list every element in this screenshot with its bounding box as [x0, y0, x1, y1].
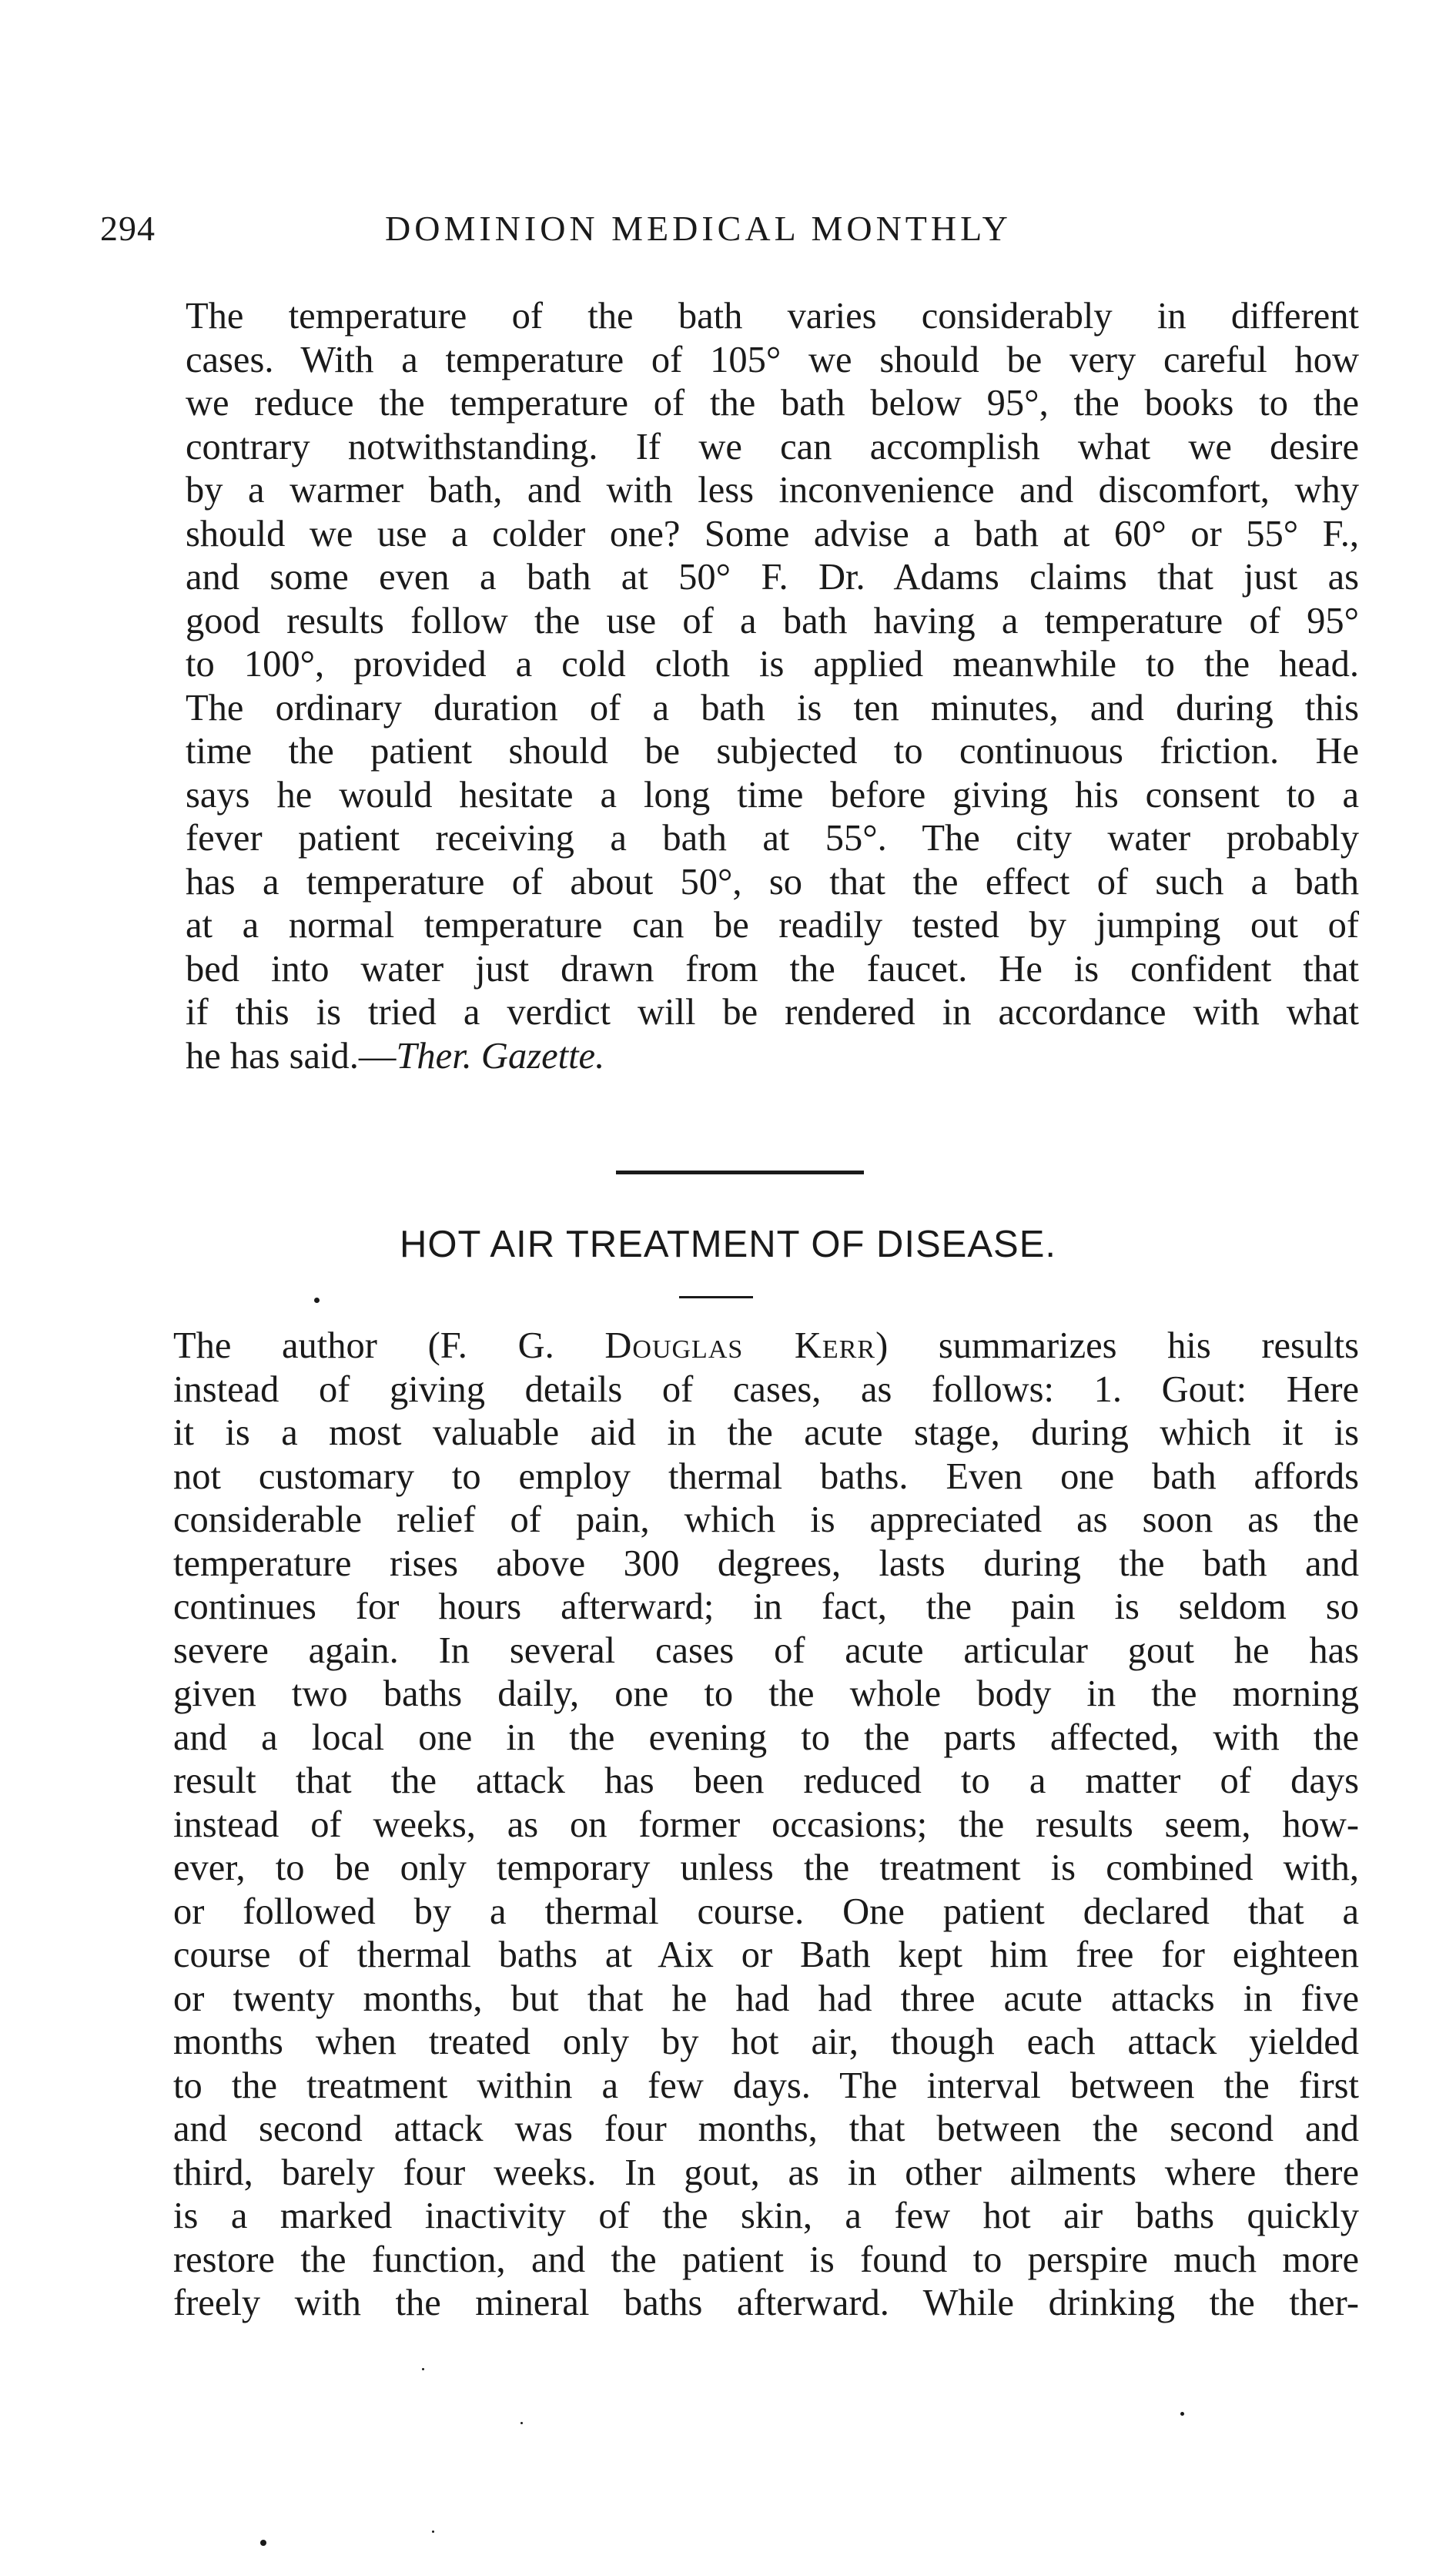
text-line: and second attack was four months, that between the second and: [173, 2108, 1359, 2149]
text-line: and a local one in the evening to the parts affected, with the: [173, 1717, 1359, 1758]
text-line: instead of weeks, as on former occasions; the results seem, how-: [173, 1804, 1359, 1845]
text-line: contrary notwithstanding. If we can accomplish what we desire: [186, 426, 1359, 467]
text-line: or followed by a thermal course. One patient declared that a: [173, 1891, 1359, 1932]
text-line: temperature rises above 300 degrees, lasts during the bath and: [173, 1542, 1359, 1584]
running-head: [100, 208, 1363, 262]
text-line: The ordinary duration of a bath is ten minutes, and during this: [186, 687, 1359, 728]
author-name: Douglas Kerr: [604, 1325, 876, 1366]
text-line: bed into water just drawn from the faucet. He is confident that: [186, 948, 1359, 990]
text-line-lead: The author (F. G.: [173, 1325, 605, 1366]
print-speck: [1180, 2412, 1184, 2416]
text-line: time the patient should be subjected to continuous friction. He: [186, 731, 1359, 772]
text-line: and some even a bath at 50° F. Dr. Adams claims that just as: [186, 557, 1359, 598]
text-line: ever, to be only temporary unless the treatment is combined with,: [173, 1847, 1359, 1888]
print-speck: [260, 2540, 266, 2546]
page-number: 294: [100, 209, 156, 248]
text-line: continues for hours afterward; in fact, the pain is seldom so: [173, 1586, 1359, 1627]
text-line: restore the function, and the patient is found to perspire much more: [173, 2239, 1359, 2280]
section-heading: HOT AIR TREATMENT OF DISEASE.: [399, 1224, 1057, 1265]
text-line: severe again. In several cases of acute articular gout he has: [173, 1629, 1359, 1671]
text-line: third, barely four weeks. In gout, as in other ailments where there: [173, 2152, 1359, 2193]
text-line: or twenty months, but that he had had three acute attacks in five: [173, 1978, 1359, 2019]
text-line: to 100°, provided a cold cloth is applied meanwhile to the head.: [186, 644, 1359, 685]
text-line: result that the attack has been reduced to a matter of days: [173, 1760, 1359, 1801]
text-line: if this is tried a verdict will be rendered in accordance with what: [186, 992, 1359, 1033]
text-line: has a temperature of about 50°, so that the effect of such a bath: [186, 861, 1359, 903]
text-line: it is a most valuable aid in the acute stage, during which it is: [173, 1412, 1359, 1453]
text-line: instead of giving details of cases, as follows: 1. Gout: Here: [173, 1368, 1359, 1410]
text-line: considerable relief of pain, which is appreciated as soon as the: [173, 1499, 1359, 1540]
text-line: not customary to employ thermal baths. Even one bath affords: [173, 1455, 1359, 1497]
text-line-with-source: [102, 1035, 1359, 1079]
source-citation: Ther. Gazette.: [396, 1035, 605, 1077]
print-speck: [432, 2530, 434, 2533]
section-divider-rule: [616, 1171, 864, 1174]
text-line: by a warmer bath, and with less inconvenience and discomfort, why: [186, 470, 1359, 511]
text-line: should we use a colder one? Some advise a bath at 60° or 55° F.,: [186, 513, 1359, 554]
text-line: The temperature of the bath varies considerably in different: [186, 296, 1359, 337]
text-line: course of thermal baths at Aix or Bath kept him free for eighteen: [173, 1934, 1359, 1975]
text-line: months when treated only by hot air, though each attack yielded: [173, 2021, 1359, 2062]
text-line: to the treatment within a few days. The interval between the first: [173, 2065, 1359, 2106]
text-line: at a normal temperature can be readily tested by jumping out of: [186, 905, 1359, 946]
article-hot-air-paragraph: [102, 1325, 1359, 2326]
print-speck: [520, 2422, 523, 2424]
heading-underline-rule: [679, 1296, 753, 1298]
print-speck: [422, 2368, 424, 2370]
text-line-lead: he has said.—: [186, 1035, 397, 1077]
text-line: cases. With a temperature of 105° we should be very careful how: [186, 339, 1359, 380]
print-speck: [314, 1298, 320, 1303]
text-line: freely with the mineral baths afterward. While drinking the ther-: [173, 2283, 1359, 2323]
text-line: says he would hesitate a long time before giving his consent to a: [186, 774, 1359, 816]
text-line: fever patient receiving a bath at 55°. The city water probably: [186, 818, 1359, 859]
text-line: is a marked inactivity of the skin, a few hot air baths quickly: [173, 2196, 1359, 2236]
text-line: given two baths daily, one to the whole body in the morning: [173, 1673, 1359, 1714]
article-therapeutic-bath-paragraph: [102, 295, 1359, 1078]
text-line-with-author: [102, 1325, 1359, 1368]
journal-title: DOMINION MEDICAL MONTHLY: [385, 209, 1012, 248]
text-line: good results follow the use of a bath having a temperature of 95°: [186, 600, 1359, 641]
text-line: we reduce the temperature of the bath below 95°, the books to the: [186, 383, 1359, 424]
text-line-tail: ) summarizes his results: [875, 1325, 1359, 1366]
